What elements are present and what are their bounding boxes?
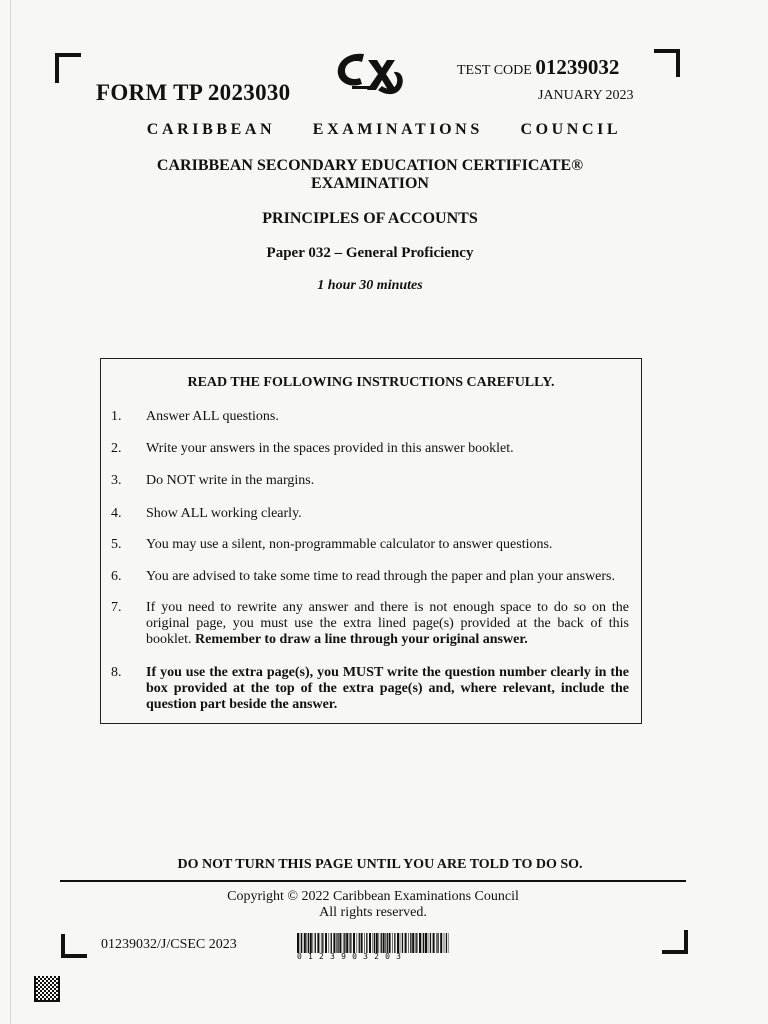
barcode-bar	[405, 933, 407, 953]
data-matrix-cell	[56, 994, 58, 996]
barcode-bar	[444, 933, 445, 953]
barcode-bar	[366, 933, 367, 953]
barcode-bar	[346, 933, 348, 953]
do-not-turn-warning: DO NOT TURN THIS PAGE UNTIL YOU ARE TOLD TO DO SO.	[177, 857, 583, 872]
data-matrix-code	[34, 976, 60, 1002]
barcode-bar	[313, 933, 314, 953]
data-matrix-cell	[48, 1000, 50, 1002]
data-matrix-cell	[34, 994, 36, 996]
data-matrix-cell	[46, 984, 48, 986]
data-matrix-cell	[34, 984, 36, 986]
data-matrix-cell	[40, 978, 42, 980]
data-matrix-cell	[52, 990, 54, 992]
data-matrix-cell	[58, 976, 60, 978]
instruction-number: 7.	[111, 600, 122, 615]
data-matrix-cell	[44, 982, 46, 984]
data-matrix-cell	[48, 986, 50, 988]
copyright	[0, 889, 746, 921]
data-matrix-cell	[40, 986, 42, 988]
paper-code: 01239032/J/CSEC 2023	[101, 937, 237, 952]
data-matrix-cell	[54, 976, 56, 978]
data-matrix-cell	[58, 998, 60, 1000]
paper-title: Paper 032 – General Proficiency	[266, 245, 474, 261]
barcode-bar	[436, 933, 437, 953]
data-matrix-cell	[58, 978, 60, 980]
barcode-bar	[412, 933, 414, 953]
corner-mark-bottom-left-bar	[61, 954, 87, 958]
data-matrix-cell	[48, 978, 50, 980]
barcode-bar	[337, 933, 338, 953]
data-matrix-cell	[56, 978, 58, 980]
data-matrix-cell	[38, 980, 40, 982]
instruction-text: Answer ALL questions.	[146, 409, 279, 424]
data-matrix-cell	[48, 998, 50, 1000]
barcode-bar	[408, 933, 409, 953]
data-matrix-cell	[50, 992, 52, 994]
data-matrix-cell	[34, 990, 36, 992]
data-matrix-cell	[58, 1000, 60, 1002]
barcode-bar	[433, 933, 435, 953]
instruction-text	[146, 600, 629, 648]
data-matrix-cell	[42, 996, 44, 998]
barcode-bar	[315, 933, 316, 953]
barcode-bar	[440, 933, 442, 953]
data-matrix-cell	[54, 980, 56, 982]
data-matrix-cell	[46, 992, 48, 994]
instruction-number: 6.	[111, 569, 122, 584]
barcode-bar	[437, 933, 438, 953]
barcode-bar	[344, 933, 345, 953]
council-name: CARIBBEAN EXAMINATIONS COUNCIL	[146, 121, 622, 138]
corner-mark-top-right	[676, 49, 680, 77]
barcode-bar	[353, 933, 355, 953]
barcode-bar	[359, 933, 360, 953]
data-matrix-cell	[50, 988, 52, 990]
data-matrix-cell	[52, 986, 54, 988]
barcode-bar	[402, 933, 403, 953]
data-matrix-cell	[40, 994, 42, 996]
barcode-bar	[415, 933, 416, 953]
data-matrix-cell	[40, 998, 42, 1000]
barcode-digits: 0123903203	[297, 952, 408, 961]
data-matrix-cell	[38, 988, 40, 990]
data-matrix-cell	[38, 996, 40, 998]
data-matrix-cell	[52, 978, 54, 980]
data-matrix-cell	[44, 998, 46, 1000]
barcode-bar	[430, 933, 431, 953]
barcode-bar	[329, 933, 330, 953]
barcode-bar	[322, 933, 323, 953]
data-matrix-cell	[38, 992, 40, 994]
instruction-text: Show ALL working clearly.	[146, 506, 302, 521]
data-matrix-cell	[36, 986, 38, 988]
data-matrix-cell	[44, 978, 46, 980]
barcode-bar	[387, 933, 388, 953]
corner-mark-top-right-bar	[654, 49, 680, 53]
barcode-bar	[307, 933, 308, 953]
barcode-bar	[369, 933, 371, 953]
data-matrix-cell	[52, 998, 54, 1000]
barcode-bar	[428, 933, 429, 953]
data-matrix-cell	[56, 986, 58, 988]
barcode-bar	[333, 933, 335, 953]
data-matrix-cell	[38, 984, 40, 986]
data-matrix-cell	[46, 1000, 48, 1002]
instruction-number: 1.	[111, 409, 122, 424]
instruction-text-bold: If you use the extra page(s), you MUST write the question number clearly in the box provided at the top of the extra page(s) and, where relevant, include the question part beside the answer.	[146, 665, 629, 712]
barcode-bar	[310, 933, 312, 953]
data-matrix-cell	[34, 982, 36, 984]
data-matrix-cell	[58, 988, 60, 990]
data-matrix-cell	[38, 976, 40, 978]
divider	[60, 880, 686, 882]
instruction-number: 2.	[111, 441, 122, 456]
data-matrix-cell	[58, 982, 60, 984]
barcode-bar	[423, 933, 424, 953]
data-matrix-cell	[48, 994, 50, 996]
barcode-bar	[416, 933, 417, 953]
data-matrix-cell	[50, 996, 52, 998]
instruction-text	[146, 665, 629, 713]
data-matrix-cell	[50, 980, 52, 982]
data-matrix-cell	[56, 1000, 58, 1002]
data-matrix-cell	[54, 1000, 56, 1002]
barcode-bar	[383, 933, 385, 953]
copyright-line-2: All rights reserved.	[319, 905, 427, 920]
data-matrix-cell	[46, 988, 48, 990]
barcode-bar	[336, 933, 337, 953]
instruction-text: You may use a silent, non-programmable calculator to answer questions.	[146, 537, 553, 552]
data-matrix-cell	[34, 978, 36, 980]
barcode-bar	[357, 933, 358, 953]
barcode-bar	[392, 933, 393, 953]
barcode-bar	[339, 933, 341, 953]
data-matrix-cell	[46, 996, 48, 998]
data-matrix-cell	[54, 992, 56, 994]
data-matrix-cell	[46, 976, 48, 978]
data-matrix-cell	[58, 990, 60, 992]
data-matrix-cell	[36, 982, 38, 984]
barcode-bar	[343, 933, 344, 953]
data-matrix-cell	[36, 1000, 38, 1002]
data-matrix-cell	[36, 990, 38, 992]
data-matrix-cell	[44, 990, 46, 992]
data-matrix-cell	[40, 1000, 42, 1002]
cxc-logo	[334, 50, 404, 98]
data-matrix-cell	[38, 1000, 40, 1002]
barcode-bar	[301, 933, 302, 953]
barcode-bar	[422, 933, 423, 953]
instruction-text: You are advised to take some time to read through the paper and plan your answers.	[146, 569, 616, 584]
certificate-title	[0, 157, 740, 193]
data-matrix-cell	[44, 994, 46, 996]
data-matrix-cell	[58, 986, 60, 988]
data-matrix-cell	[50, 984, 52, 986]
data-matrix-cell	[34, 998, 36, 1000]
test-code: 01239032	[535, 55, 620, 79]
barcode-bar	[389, 933, 391, 953]
data-matrix-cell	[34, 992, 36, 994]
barcode-bar	[317, 933, 319, 953]
data-matrix-cell	[42, 984, 44, 986]
data-matrix-cell	[34, 986, 36, 988]
corner-mark-top-left-bar	[55, 53, 81, 57]
instructions-box	[100, 358, 642, 724]
barcode-bar	[381, 933, 382, 953]
data-matrix-cell	[52, 1000, 54, 1002]
instruction-text: Do NOT write in the margins.	[146, 473, 315, 488]
barcode-bar	[385, 933, 386, 953]
data-matrix-cell	[56, 990, 58, 992]
barcode	[297, 933, 449, 953]
barcode-bar	[374, 933, 375, 953]
barcode-bar	[400, 933, 401, 953]
data-matrix-cell	[42, 1000, 44, 1002]
data-matrix-cell	[36, 978, 38, 980]
barcode-bar	[379, 933, 380, 953]
subject-title: PRINCIPLES OF ACCOUNTS	[262, 210, 478, 227]
barcode-bar	[394, 933, 395, 953]
certificate-line-1: CARIBBEAN SECONDARY EDUCATION CERTIFICATE®	[156, 157, 584, 174]
data-matrix-cell	[58, 980, 60, 982]
data-matrix-cell	[56, 982, 58, 984]
barcode-bar	[300, 933, 301, 953]
data-matrix-cell	[54, 988, 56, 990]
data-matrix-cell	[34, 1000, 36, 1002]
barcode-bar	[410, 933, 411, 953]
data-matrix-cell	[34, 996, 36, 998]
data-matrix-cell	[42, 976, 44, 978]
copyright-line-1: Copyright © 2022 Caribbean Examinations Council	[227, 889, 519, 904]
barcode-bar	[304, 933, 306, 953]
barcode-bar	[446, 933, 447, 953]
instruction-number: 3.	[111, 473, 122, 488]
exam-duration: 1 hour 30 minutes	[317, 278, 423, 293]
data-matrix-cell	[42, 992, 44, 994]
instruction-number: 8.	[111, 665, 122, 680]
data-matrix-cell	[52, 994, 54, 996]
barcode-bar	[297, 933, 299, 953]
data-matrix-cell	[46, 980, 48, 982]
data-matrix-cell	[58, 992, 60, 994]
instructions-heading: READ THE FOLLOWING INSTRUCTIONS CAREFULLY.	[187, 375, 555, 390]
data-matrix-cell	[34, 980, 36, 982]
instruction-number: 4.	[111, 506, 122, 521]
data-matrix-cell	[58, 996, 60, 998]
data-matrix-cell	[56, 998, 58, 1000]
data-matrix-cell	[48, 990, 50, 992]
data-matrix-cell	[54, 984, 56, 986]
data-matrix-cell	[44, 986, 46, 988]
barcode-bar	[373, 933, 374, 953]
data-matrix-cell	[58, 984, 60, 986]
form-code: FORM TP 2023030	[96, 80, 291, 105]
barcode-bar	[325, 933, 327, 953]
barcode-bar	[331, 933, 332, 953]
data-matrix-cell	[48, 982, 50, 984]
data-matrix-cell	[50, 1000, 52, 1002]
barcode-bar	[321, 933, 322, 953]
instruction-number: 5.	[111, 537, 122, 552]
data-matrix-cell	[34, 976, 36, 978]
data-matrix-cell	[36, 998, 38, 1000]
barcode-bar	[361, 933, 363, 953]
data-matrix-cell	[54, 996, 56, 998]
instruction-text-bold: Remember to draw a line through your original answer.	[195, 632, 528, 647]
certificate-line-2: EXAMINATION	[311, 175, 429, 192]
corner-mark-bottom-right-bar	[662, 950, 688, 954]
corner-mark-top-left	[55, 53, 59, 83]
barcode-bar	[308, 933, 309, 953]
barcode-bar	[425, 933, 427, 953]
barcode-bar	[349, 933, 350, 953]
data-matrix-cell	[36, 994, 38, 996]
barcode-bar	[419, 933, 421, 953]
data-matrix-cell	[50, 976, 52, 978]
barcode-bar	[350, 933, 351, 953]
barcode-bar	[376, 933, 378, 953]
data-matrix-cell	[44, 1000, 46, 1002]
data-matrix-cell	[40, 990, 42, 992]
data-matrix-cell	[34, 988, 36, 990]
data-matrix-cell	[42, 988, 44, 990]
data-matrix-cell	[40, 982, 42, 984]
instruction-text: Write your answers in the spaces provided in this answer booklet.	[146, 441, 514, 456]
test-code-label: TEST CODE	[457, 63, 536, 78]
data-matrix-cell	[58, 994, 60, 996]
barcode-bar	[364, 933, 365, 953]
test-code-line	[457, 55, 619, 80]
instruction-text-normal: If you need to rewrite any answer and there is not enough space to do so on the original page, you must use the extra lined page(s) provided at the back of this booklet.	[146, 600, 629, 647]
data-matrix-cell	[42, 980, 44, 982]
data-matrix-cell	[52, 982, 54, 984]
barcode-bar	[397, 933, 399, 953]
exam-date: JANUARY 2023	[538, 88, 634, 103]
